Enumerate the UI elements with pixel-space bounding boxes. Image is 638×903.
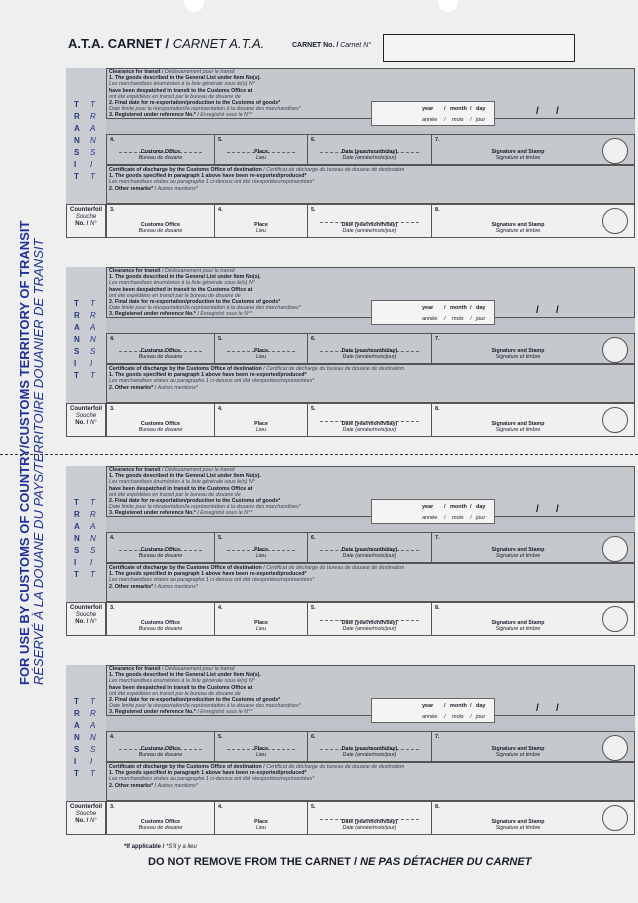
transit-letter: R bbox=[90, 510, 96, 519]
transit-letter: R bbox=[74, 709, 80, 718]
transit-letter: A bbox=[74, 323, 80, 332]
carnet-number-field[interactable] bbox=[383, 34, 575, 62]
transit-voucher bbox=[66, 665, 635, 835]
date-slash: / bbox=[556, 106, 559, 117]
transit-letter: S bbox=[74, 745, 80, 754]
transit-letter: R bbox=[74, 311, 80, 320]
date-slash: / bbox=[556, 305, 559, 316]
discharge-text: Certificate of discharge by the Customs Office of destination / Certificat de décharge du bureau de douane de destination 1. The goods specified in paragraph 1 above have been re-exported/produced* Les marchandises visées au paragraphe 1 ci-dessus ont été réexportées/représentées* 2. Other remarks* / Autres mentions* bbox=[109, 167, 405, 192]
transit-voucher bbox=[66, 68, 635, 238]
stub-date[interactable]: 5. Date (year/month/day) Date (année/mois/jour) bbox=[308, 404, 432, 436]
transit-letter: S bbox=[74, 148, 80, 157]
carnet-no-en: CARNET No. bbox=[292, 42, 335, 49]
transit-letter: S bbox=[90, 347, 96, 356]
transit-letter: T bbox=[90, 769, 95, 778]
cell-signature[interactable]: 7. Signature and Stamp Signature et timbre bbox=[432, 533, 634, 562]
transit-letter: R bbox=[74, 112, 80, 121]
punch-hole-right bbox=[438, 0, 458, 12]
transit-letter: N bbox=[74, 534, 80, 543]
cell-place[interactable]: 5. Place Lieu bbox=[215, 135, 308, 164]
transit-letter: S bbox=[90, 745, 96, 754]
cell-date[interactable]: 6. Date (year/month/day) Date (année/mois/jour) bbox=[308, 533, 432, 562]
cell-customs-office[interactable]: 4. Customs Office Bureau de douane bbox=[107, 533, 215, 562]
date-slash: / bbox=[556, 504, 559, 515]
transit-letter: T bbox=[74, 299, 79, 308]
footnote-fr: *S'il y a lieu bbox=[166, 844, 197, 850]
transit-letter: T bbox=[74, 697, 79, 706]
stub-place[interactable]: 4. Place Lieu bbox=[215, 802, 308, 834]
transit-letter: T bbox=[74, 570, 79, 579]
transit-letter: I bbox=[90, 558, 93, 567]
transit-letter: S bbox=[90, 148, 96, 157]
transit-letter: T bbox=[74, 371, 79, 380]
clearance-text: Clearance for transit / Dédouanement pour le transit 1. The goods described in the General List under Item No(s). Les marchandises énumérées à la liste générale sous le(s) N° have been despatched in transit to the Customs Office at ont été expédiées en transit par le bureau de douane de 2. Final date for re-exportation/production to the Customs of goods* Date limite pour la réexportation/la représentation à la douane des marchandises* 3. Registered under reference No.* / Enregistré sous le N°* bbox=[109, 69, 301, 119]
date-slash: / bbox=[536, 504, 539, 515]
stamp-circle bbox=[602, 138, 628, 164]
transit-letter: A bbox=[90, 721, 96, 730]
transit-voucher bbox=[66, 267, 635, 437]
cell-date[interactable]: 6. Date (year/month/day) Date (année/mois/jour) bbox=[308, 732, 432, 761]
warning-fr: NE PAS DÉTACHER DU CARNET bbox=[360, 856, 532, 868]
final-date-field[interactable]: year / month / day année / mois / jour bbox=[371, 101, 495, 126]
transit-letter: R bbox=[74, 510, 80, 519]
warning-en: DO NOT REMOVE FROM THE CARNET bbox=[148, 856, 351, 868]
transit-letter: I bbox=[74, 160, 77, 169]
clearance-text: Clearance for transit / Dédouanement pour le transit 1. The goods described in the General List under Item No(s). Les marchandises énumérées à la liste générale sous le(s) N° have been despatched in transit to the Customs Office at ont été expédiées en transit par le bureau de douane de 2. Final date for re-exportation/production to the Customs of goods* Date limite pour la réexportation/la représentation à la douane des marchandises* 3. Registered under reference No.* / Enregistré sous le N°* bbox=[109, 666, 301, 716]
transit-letter: T bbox=[74, 100, 79, 109]
transit-letter: A bbox=[90, 522, 96, 531]
title-fr: CARNET A.T.A. bbox=[172, 36, 265, 51]
transit-letter: R bbox=[90, 709, 96, 718]
stub-signature[interactable]: 8. Signature and Stamp Signature et timbre bbox=[432, 802, 634, 834]
transit-cells bbox=[106, 333, 635, 364]
stub-customs-office[interactable]: 3. Customs Office Bureau de douane bbox=[107, 802, 215, 834]
punch-hole-left bbox=[184, 0, 204, 12]
title-en: A.T.A. CARNET bbox=[68, 36, 162, 51]
counterfoil-label: Counterfoil Souche No. / N° bbox=[66, 602, 106, 636]
stub-date[interactable]: 5. Date (year/month/day) Date (année/mois/jour) bbox=[308, 802, 432, 834]
transit-letter: I bbox=[90, 160, 93, 169]
counterfoil-label: Counterfoil Souche No. / N° bbox=[66, 204, 106, 238]
carnet-no-fr: Carnet N° bbox=[340, 42, 372, 49]
stamp-circle bbox=[602, 735, 628, 761]
transit-letter: N bbox=[90, 534, 96, 543]
stamp-circle bbox=[602, 606, 628, 632]
transit-letter: I bbox=[90, 757, 93, 766]
cell-customs-office[interactable]: 4. Customs Office Bureau de douane bbox=[107, 334, 215, 363]
transit-letter: N bbox=[90, 335, 96, 344]
transit-letter: S bbox=[74, 347, 80, 356]
transit-letter: T bbox=[90, 498, 95, 507]
transit-letter: S bbox=[74, 546, 80, 555]
transit-letter: A bbox=[74, 124, 80, 133]
stub-signature[interactable]: 8. Signature and Stamp Signature et timbre bbox=[432, 205, 634, 237]
transit-letter: T bbox=[90, 371, 95, 380]
discharge-text: Certificate of discharge by the Customs Office of destination / Certificat de décharge du bureau de douane de destination 1. The goods specified in paragraph 1 above have been re-exported/produced* Les marchandises visées au paragraphe 1 ci-dessus ont été réexportées/représentées* 2. Other remarks* / Autres mentions* bbox=[109, 366, 405, 391]
stub-date[interactable]: 5. Date (year/month/day) Date (année/mois/jour) bbox=[308, 603, 432, 635]
transit-cells bbox=[106, 532, 635, 563]
transit-letters bbox=[66, 665, 106, 801]
transit-letter: A bbox=[74, 721, 80, 730]
cell-customs-office[interactable]: 4. Customs Office Bureau de douane bbox=[107, 732, 215, 761]
transit-letter: N bbox=[90, 136, 96, 145]
counterfoil-label: Counterfoil Souche No. / N° bbox=[66, 801, 106, 835]
transit-cells bbox=[106, 134, 635, 165]
cell-date[interactable]: 6. Date (year/month/day) Date (année/mois/jour) bbox=[308, 135, 432, 164]
carnet-number-label: CARNET No. / Carnet N° bbox=[292, 42, 372, 49]
transit-letters bbox=[66, 68, 106, 204]
stub-signature[interactable]: 8. Signature and Stamp Signature et timbre bbox=[432, 404, 634, 436]
stub-signature[interactable]: 8. Signature and Stamp Signature et timbre bbox=[432, 603, 634, 635]
stub-place[interactable]: 4. Place Lieu bbox=[215, 404, 308, 436]
transit-letter: I bbox=[74, 359, 77, 368]
transit-letter: T bbox=[74, 172, 79, 181]
stamp-circle bbox=[602, 337, 628, 363]
transit-letter: R bbox=[90, 112, 96, 121]
counterfoil-cells bbox=[106, 204, 635, 238]
transit-letter: A bbox=[90, 124, 96, 133]
date-slash: / bbox=[536, 703, 539, 714]
clearance-text: Clearance for transit / Dédouanement pour le transit 1. The goods described in the General List under Item No(s). Les marchandises énumérées à la liste générale sous le(s) N° have been despatched in transit to the Customs Office at ont été expédiées en transit par le bureau de douane de 2. Final date for re-exportation/production to the Customs of goods* Date limite pour la réexportation/la représentation à la douane des marchandises* 3. Registered under reference No.* / Enregistré sous le N°* bbox=[109, 467, 301, 517]
transit-letters bbox=[66, 466, 106, 602]
transit-letter: T bbox=[74, 769, 79, 778]
transit-letter: A bbox=[90, 323, 96, 332]
date-slash: / bbox=[536, 305, 539, 316]
transit-letter: I bbox=[74, 558, 77, 567]
cell-place[interactable]: 5. Place Lieu bbox=[215, 334, 308, 363]
transit-letter: T bbox=[90, 100, 95, 109]
footnote: *If applicable / *S'il y a lieu bbox=[124, 844, 197, 850]
side-note-fr: RÉSERVÉ À LA DOUANE DU PAYS/TERRITOIRE DOUANIER DE TRANSIT bbox=[31, 238, 46, 685]
cell-customs-office[interactable]: 4. Customs Office Bureau de douane bbox=[107, 135, 215, 164]
side-note-en: FOR USE BY CUSTOMS OF COUNTRY/CUSTOMS TERRITORY OF TRANSIT bbox=[17, 220, 32, 685]
cell-place[interactable]: 5. Place Lieu bbox=[215, 732, 308, 761]
transit-letter: N bbox=[74, 733, 80, 742]
stamp-circle bbox=[602, 208, 628, 234]
transit-cells bbox=[106, 731, 635, 762]
cell-signature[interactable]: 7. Signature and Stamp Signature et timbre bbox=[432, 334, 634, 363]
counterfoil-label: Counterfoil Souche No. / N° bbox=[66, 403, 106, 437]
counterfoil-cells bbox=[106, 801, 635, 835]
transit-letter: T bbox=[74, 498, 79, 507]
stamp-circle bbox=[602, 407, 628, 433]
cell-signature[interactable]: 7. Signature and Stamp Signature et timbre bbox=[432, 135, 634, 164]
final-date-field[interactable]: year / month / day année / mois / jour bbox=[371, 499, 495, 524]
clearance-text: Clearance for transit / Dédouanement pour le transit 1. The goods described in the General List under Item No(s). Les marchandises énumérées à la liste générale sous le(s) N° have been despatched in transit to the Customs Office at ont été expédiées en transit par le bureau de douane de 2. Final date for re-exportation/production to the Customs of goods* Date limite pour la réexportation/la représentation à la douane des marchandises* 3. Registered under reference No.* / Enregistré sous le N°* bbox=[109, 268, 301, 318]
stub-place[interactable]: 4. Place Lieu bbox=[215, 205, 308, 237]
transit-letter: N bbox=[74, 136, 80, 145]
cell-place[interactable]: 5. Place Lieu bbox=[215, 533, 308, 562]
discharge-text: Certificate of discharge by the Customs Office of destination / Certificat de décharge du bureau de douane de destination 1. The goods specified in paragraph 1 above have been re-exported/produced* Les marchandises visées au paragraphe 1 ci-dessus ont été réexportées/représentées* 2. Other remarks* / Autres mentions* bbox=[109, 764, 405, 789]
transit-letter: T bbox=[90, 172, 95, 181]
cell-signature[interactable]: 7. Signature and Stamp Signature et timbre bbox=[432, 732, 634, 761]
stub-customs-office[interactable]: 3. Customs Office Bureau de douane bbox=[107, 205, 215, 237]
final-date-field[interactable]: year / month / day année / mois / jour bbox=[371, 698, 495, 723]
stub-date[interactable]: 5. Date (year/month/day) Date (année/mois/jour) bbox=[308, 205, 432, 237]
date-slash: / bbox=[536, 106, 539, 117]
transit-letter: T bbox=[90, 299, 95, 308]
transit-letter: T bbox=[90, 570, 95, 579]
page-title: A.T.A. CARNET / CARNET A.T.A. bbox=[68, 36, 265, 51]
stub-customs-office[interactable]: 3. Customs Office Bureau de douane bbox=[107, 404, 215, 436]
footnote-en: *If applicable bbox=[124, 844, 162, 850]
transit-letter: N bbox=[74, 335, 80, 344]
transit-letter: R bbox=[90, 311, 96, 320]
transit-letter: S bbox=[90, 546, 96, 555]
counterfoil-cells bbox=[106, 602, 635, 636]
transit-letter: N bbox=[90, 733, 96, 742]
stub-customs-office[interactable]: 3. Customs Office Bureau de douane bbox=[107, 603, 215, 635]
side-note bbox=[17, 220, 46, 685]
transit-voucher bbox=[66, 466, 635, 636]
transit-letter: T bbox=[90, 697, 95, 706]
final-date-field[interactable]: year / month / day année / mois / jour bbox=[371, 300, 495, 325]
discharge-text: Certificate of discharge by the Customs Office of destination / Certificat de décharge du bureau de douane de destination 1. The goods specified in paragraph 1 above have been re-exported/produced* Les marchandises visées au paragraphe 1 ci-dessus ont été réexportées/représentées* 2. Other remarks* / Autres mentions* bbox=[109, 565, 405, 590]
stub-place[interactable]: 4. Place Lieu bbox=[215, 603, 308, 635]
stamp-circle bbox=[602, 536, 628, 562]
cell-date[interactable]: 6. Date (year/month/day) Date (année/mois/jour) bbox=[308, 334, 432, 363]
date-slash: / bbox=[556, 703, 559, 714]
transit-letters bbox=[66, 267, 106, 403]
transit-letter: I bbox=[74, 757, 77, 766]
transit-letter: I bbox=[90, 359, 93, 368]
detach-warning: DO NOT REMOVE FROM THE CARNET / NE PAS DÉTACHER DU CARNET bbox=[148, 856, 532, 868]
stamp-circle bbox=[602, 805, 628, 831]
transit-letter: A bbox=[74, 522, 80, 531]
counterfoil-cells bbox=[106, 403, 635, 437]
cut-line bbox=[0, 454, 638, 455]
